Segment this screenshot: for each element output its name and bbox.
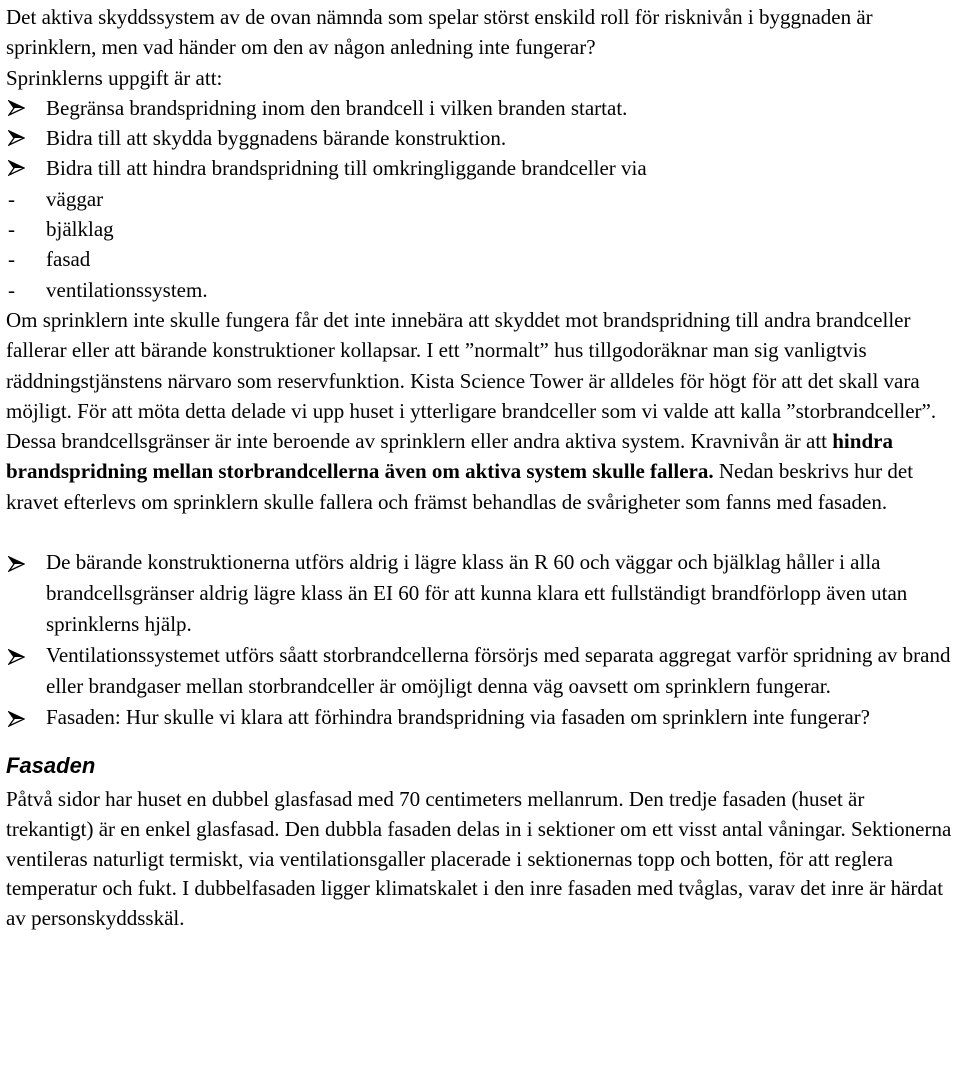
list-item	[6, 547, 956, 640]
requirement-emphasis: hindra brandspridning mellan storbrandcellerna även om aktiva system skulle fallera.	[6, 429, 893, 484]
sub-list-item-text: ventilationssystem.	[46, 277, 208, 302]
sub-list-item-text: bjälklag	[46, 217, 114, 242]
list-item-text: Bidra till att skydda byggnadens bärande konstruktion.	[46, 126, 507, 151]
arrow-bullet-icon	[8, 130, 25, 146]
arrow-bullet-icon	[8, 649, 25, 665]
intro-paragraph	[6, 2, 956, 93]
intro-lead: Sprinklerns uppgift är att:	[6, 65, 223, 90]
intro-text: Det aktiva skyddssystem av de ovan nämnda som spelar störst enskild roll för risknivån i byggnaden är sprinklern, men vad händer om den av någon anledning inte fungerar?	[6, 5, 873, 60]
list-item-text: Begränsa brandspridning inom den brandcell i vilken branden startat.	[46, 95, 628, 120]
dash-bullet: -	[8, 247, 15, 272]
sub-list-item	[6, 244, 956, 274]
arrow-bullet-icon	[8, 160, 25, 176]
sub-list-item-text: fasad	[46, 247, 91, 272]
dash-bullet: -	[8, 217, 15, 242]
document-page	[6, 2, 956, 934]
sub-list-item	[6, 184, 956, 214]
list-item	[6, 640, 956, 702]
dash-bullet: -	[8, 186, 15, 211]
spacer	[6, 517, 956, 547]
arrow-bullet-icon	[8, 556, 25, 572]
list-item-text: De bärande konstruktionerna utförs aldrig i lägre klass än R 60 och väggar och bjälklag håller i alla brandcellsgränser aldrig lägre klass än EI 60 för att kunna klara ett fullständigt brandförlopp även utan sprinklerns hjälp.	[46, 550, 908, 637]
dash-bullet: -	[8, 277, 15, 302]
sub-list-item	[6, 275, 956, 305]
section-paragraph: Påtvå sidor har huset en dubbel glasfasad med 70 centimeters mellanrum. Den tredje fasaden (huset är trekantigt) är en enkel glasfasad. Den dubbla fasaden delas in i sektioner om ett visst antal våningar. Sektionerna ventileras naturligt termiskt, via ventilationsgaller placerade i sektionernas topp och botten, för att reglera temperatur och fukt. I dubbelfasaden ligger klimatskalet i den inre fasaden med tvåglas, varav det inre är härdat av personskyddsskäl.	[6, 787, 952, 931]
paragraph-text-continued: Nedan beskrivs hur det kravet efterlevs om sprinklern skulle fallera och främst behandlas de svårigheter som fanns med fasaden.	[6, 459, 914, 514]
list-item-text: Bidra till att hindra brandspridning till omkringliggande brandceller via	[46, 156, 647, 181]
section-heading: Fasaden	[6, 753, 96, 779]
list-item-text: Fasaden: Hur skulle vi klara att förhindra brandspridning via fasaden om sprinklern inte fungerar?	[46, 705, 870, 730]
list-item-text: Ventilationssystemet utförs såatt storbrandcellerna försörjs med separata aggregat varför spridning av brand eller brandgaser mellan storbrandceller är omöjligt denna väg oavsett om sprinklern fungerar.	[46, 643, 951, 699]
list-item	[6, 702, 956, 733]
sub-list	[6, 184, 956, 305]
sub-list-item-text: väggar	[46, 186, 104, 211]
sub-list-item	[6, 214, 956, 244]
paragraph-text: Om sprinklern inte skulle fungera får det inte innebära att skyddet mot brandspridning till andra brandceller fallerar eller att bärande konstruktioner kollapsar. I ett ”normalt” hus tillgodoräknar man sig vanligtvis räddningstjänstens närvaro som reservfunktion. Kista Science Tower är alldeles för högt för att det skall vara möjligt. För att möta detta delade vi upp huset i ytterligare brandceller som vi valde att kalla ”storbrandceller”. Dessa brandcellsgränser är inte beroende av sprinklern eller andra aktiva system. Kravnivån är att	[6, 307, 937, 454]
arrow-bullet-icon	[8, 100, 25, 116]
body-paragraph	[6, 305, 956, 517]
list-item	[6, 123, 956, 153]
arrow-bullet-icon	[8, 711, 25, 727]
task-list	[6, 93, 956, 184]
list-item	[6, 93, 956, 123]
list-item	[6, 153, 956, 183]
measure-list	[6, 547, 956, 733]
